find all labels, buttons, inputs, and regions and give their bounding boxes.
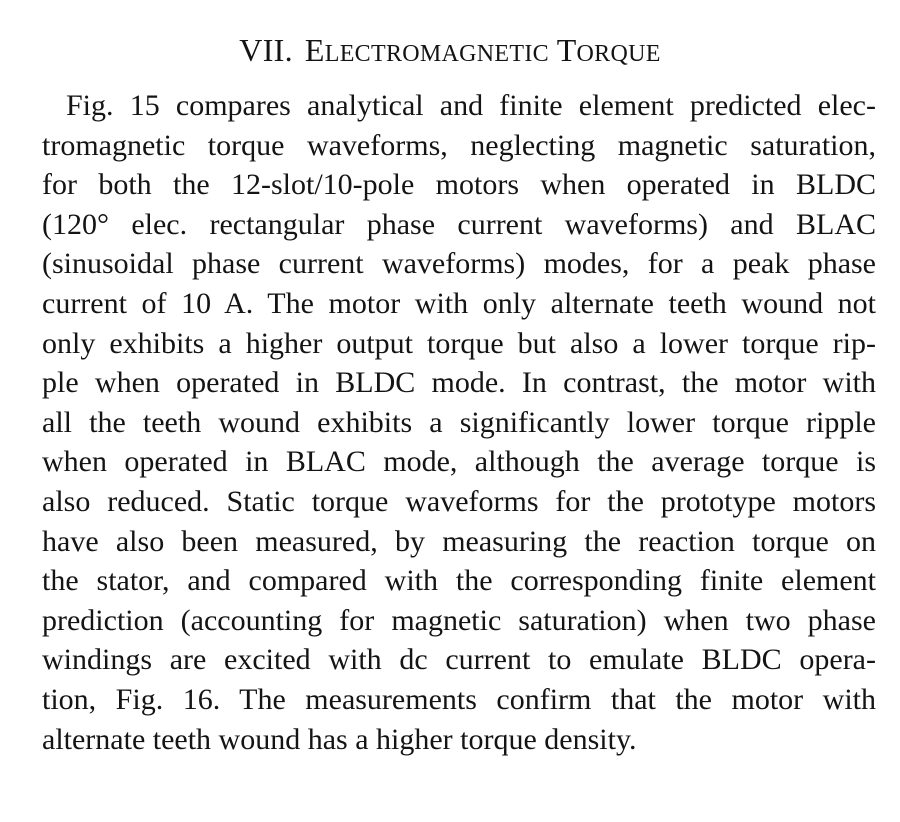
- paragraph-line: ple when operated in BLDC mode. In contrast, the motor with: [42, 366, 876, 400]
- paragraph-line: for both the 12-slot/10-pole motors when operated in BLDC: [42, 168, 876, 202]
- paragraph-line: tion, Fig. 16. The measurements confirm that the motor with: [42, 682, 876, 716]
- paragraph-line: also reduced. Static torque waveforms for the prototype motors: [42, 484, 876, 518]
- paragraph-line: Fig. 15 compares analytical and finite element predicted elec-: [66, 89, 876, 122]
- body-paragraph: [42, 86, 876, 759]
- section-title: ELECTROMAGNETIC TORQUE: [304, 32, 661, 68]
- paragraph-line: prediction (accounting for magnetic saturation) when two phase: [42, 603, 876, 637]
- paragraph-line: windings are excited with dc current to emulate BLDC opera-: [42, 643, 876, 677]
- section-numeral: VII.: [239, 32, 293, 68]
- section-heading: [0, 30, 900, 74]
- paragraph-line: current of 10 A. The motor with only alternate teeth wound not: [42, 286, 876, 320]
- paragraph-line: alternate teeth wound has a higher torque density.: [42, 722, 637, 756]
- paragraph-line: (sinusoidal phase current waveforms) modes, for a peak phase: [42, 247, 876, 281]
- paragraph-line: have also been measured, by measuring the reaction torque on: [42, 524, 876, 558]
- paragraph-line: all the teeth wound exhibits a significantly lower torque ripple: [42, 405, 876, 439]
- paragraph-line: only exhibits a higher output torque but also a lower torque rip-: [42, 326, 876, 360]
- paragraph-line: the stator, and compared with the corresponding finite element: [42, 564, 876, 598]
- paragraph-line: tromagnetic torque waveforms, neglecting magnetic saturation,: [42, 128, 876, 162]
- paragraph-line: when operated in BLAC mode, although the average torque is: [42, 445, 876, 479]
- paragraph-line: (120° elec. rectangular phase current waveforms) and BLAC: [42, 207, 876, 241]
